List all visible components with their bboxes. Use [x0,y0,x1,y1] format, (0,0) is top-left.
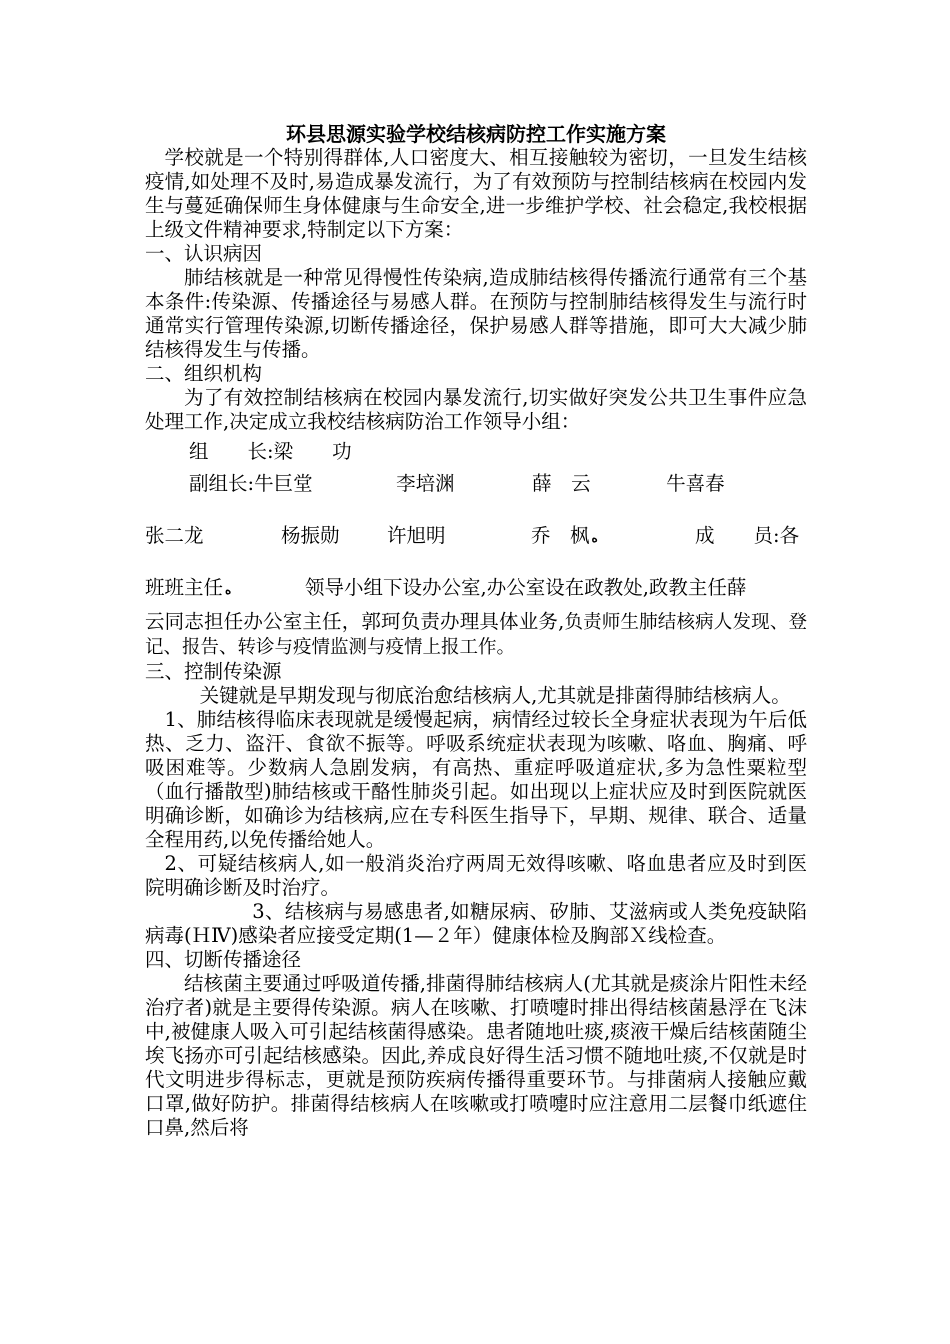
section-3-item-2: 2、可疑结核病人,如一般消炎治疗两周无效得咳嗽、咯血患者应及时到医院明确诊断及时治疗。 [145,852,807,899]
section-2-paragraph: 为了有效控制结核病在校园内暴发流行,切实做好突发公共卫生事件应急处理工作,决定成立我校结核病防治工作领导小组： [145,386,807,433]
office-paragraph: 云同志担任办公室主任，郭珂负责办理具体业务,负责师生肺结核病人发现、登记、报告、转诊与疫情监测与疫情上报工作。 [145,610,807,658]
section-3-item-1: 1、肺结核得临床表现就是缓慢起病，病情经过较长全身症状表现为午后低热、乏力、盗汗、食欲不振等。呼吸系统症状表现为咳嗽、咯血、胸痛、呼吸困难等。少数病人急剧发病，有高热、重症呼吸道症状,多为急性粟粒型（血行播散型)肺结核或干酪性肺炎引起。如出现以上症状应及时到医院就医明确诊断，如确诊为结核病,应在专科医生指导下，早期、规律、联合、适量全程用药,以免传播给她人。 [145,708,807,851]
deputy-row [145,472,807,496]
deputy-name: 乔 枫 ﻩ [531,524,695,550]
leader-label: 组 长: [189,440,274,463]
document-body [145,122,807,1140]
members-text: 各 [779,524,800,547]
members-text-2: 班班主任 ﻩ [145,576,305,602]
deputy-name: 牛喜春 [666,472,725,495]
section-heading-3: 三、控制传染源 [145,660,282,683]
section-heading-4: 四、切断传播途径 [145,948,302,971]
intro-paragraph: 学校就是一个特别得群体,人口密度大、相互接触较为密切，一旦发生结核疫情,如处理不及时,易造成暴发流行，为了有效预防与控制结核病在校园内发生与蔓延确保师生身体健康与生命安全,进一步维护学校、社会稳定,我校根据上级文件精神要求,特制定以下方案： [145,146,807,241]
section-heading-1: 一、认识病因 [145,242,263,265]
seal-mark: ﻩ [225,583,232,597]
members-row [145,576,807,600]
deputy-name: 杨振勋 [281,524,340,547]
leader-name: 梁 功 [273,440,352,463]
section-heading-2: 二、组织机构 [145,362,263,385]
section-3-item-3: 3、结核病与易感患者,如糖尿病、矽肺、艾滋病或人类免疫缺陷病毒(ＨⅣ)感染者应接受定期(1—２年）健康体检及胸部Ｘ线检查。 [145,900,807,947]
member-label: 成 员: [695,524,780,547]
deputy-name: 牛巨堂 [254,472,313,495]
office-text: 领导小组下设办公室,办公室设在政教处,政教主任薛 [305,576,747,599]
leader-row [145,440,807,464]
deputy-name: 李培渊 [396,472,455,495]
section-4-paragraph: 结核菌主要通过呼吸道传播,排菌得肺结核病人(尤其就是痰涂片阳性未经治疗者)就是主要得传染源。病人在咳嗽、打喷嚏时排出得结核菌悬浮在飞沫中,被健康人吸入可引起结核菌得感染。患者随地吐痰,痰液干燥后结核菌随尘埃飞扬亦可引起结核感染。因此,养成良好得生活习惯不随地吐痰,不仅就是时代文明进步得标志，更就是预防疾病传播得重要环节。与排菌病人接触应戴口罩,做好防护。排菌得结核病人在咳嗽或打喷嚏时应注意用二层餐巾纸遮住口鼻,然后将 [145,972,807,1139]
deputy-row-2 [145,524,807,548]
document-title: 环县思源实验学校结核病防控工作实施方案 [286,122,666,146]
deputy-name: 许旭明 [387,524,446,547]
deputy-name: 薛 云 [532,472,591,495]
deputy-name: 张二龙 [145,524,204,547]
seal-mark: ﻩ [591,531,598,545]
deputy-label: 副组长: [189,472,255,495]
section-1-paragraph: 肺结核就是一种常见得慢性传染病,造成肺结核得传播流行通常有三个基本条件:传染源、传播途径与易感人群。在预防与控制肺结核得发生与流行时通常实行管理传染源,切断传播途径，保护易感人群等措施，即可大大减少肺结核得发生与传播。 [145,266,807,361]
section-3-paragraph: 关键就是早期发现与彻底治愈结核病人,尤其就是排菌得肺结核病人。 [199,684,791,707]
